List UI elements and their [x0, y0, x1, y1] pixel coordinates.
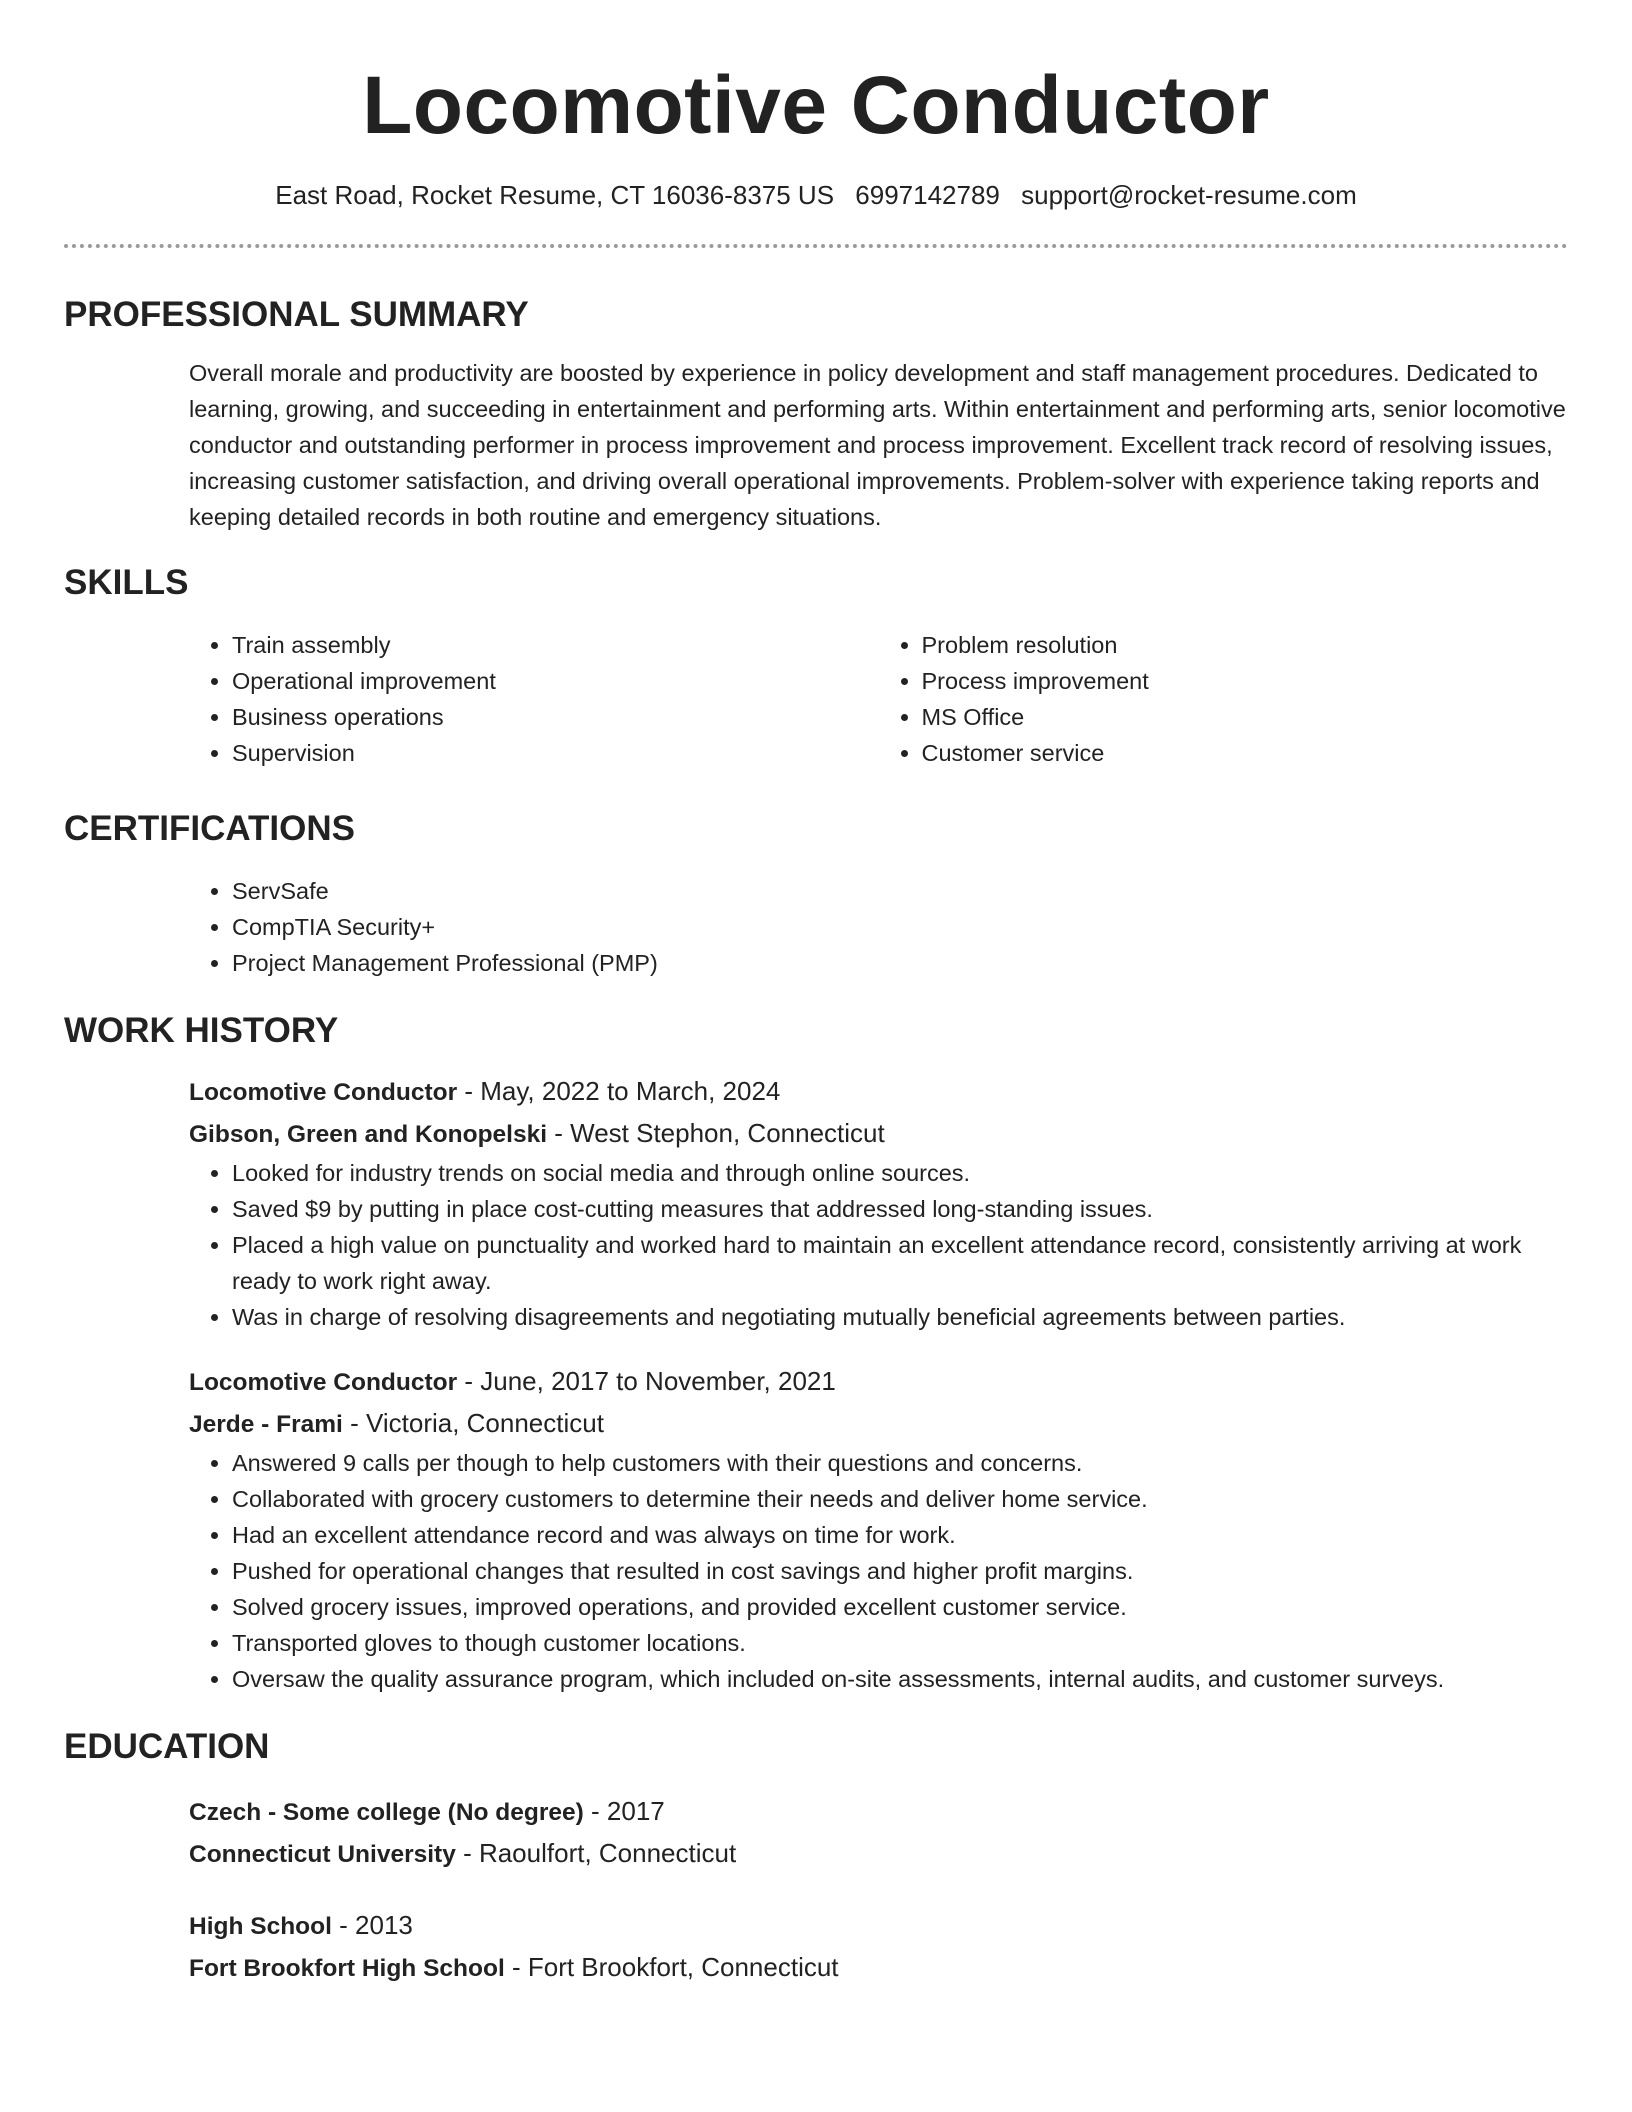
job-duty: • Solved grocery issues, improved operations, and provided excellent customer service. [232, 1589, 1568, 1625]
job-location: - West Stephon, Connecticut [547, 1118, 885, 1148]
summary-paragraph: Overall morale and productivity are boosted by experience in policy development and staff management procedures. Dedicated to learning, growing, and succeeding in entertainment and performing arts. Within entertainment and performing arts, senior locomotive conductor and outstanding performer in process improvement and process improvement. Excellent track record of resolving issues, increasing customer satisfaction, and driving overall operational improvements. Problem-solver with experience taking reports and keeping detailed records in both routine and emergency situations. [189, 360, 1566, 530]
job-duty: • Had an excellent attendance record and was always on time for work. [232, 1517, 1568, 1553]
education-year: - 2013 [331, 1910, 413, 1940]
job-duty: • Placed a high value on punctuality and worked hard to maintain an excellent attendance record, consistently arriving at work ready to work right away. [232, 1227, 1568, 1299]
job-role: Locomotive Conductor [189, 1369, 458, 1396]
work-history-heading: WORK HISTORY [64, 1011, 339, 1050]
job-dates: - June, 2017 to November, 2021 [457, 1366, 836, 1396]
job-duty: • Saved $9 by putting in place cost-cutting measures that addressed long-standing issues. [232, 1191, 1568, 1227]
education-entry [189, 1905, 1568, 1989]
job-duty: • Collaborated with grocery customers to determine their needs and deliver home service. [232, 1481, 1568, 1517]
education-degree-line [189, 1905, 1568, 1947]
education-school-line [189, 1833, 1568, 1875]
phone-text: 6997142789 [855, 180, 1000, 210]
address-text: East Road, Rocket Resume, CT 16036-8375 US [275, 180, 835, 210]
skill-item: • Train assembly [232, 627, 879, 663]
job-duty: • Looked for industry trends on social media and through online sources. [232, 1155, 1568, 1191]
job-duty: • Oversaw the quality assurance program, which included on-site assessments, internal audits, and customer surveys. [232, 1661, 1568, 1697]
skills-column-right [879, 627, 1569, 771]
education-location: - Raoulfort, Connecticut [455, 1838, 737, 1868]
job-entry [189, 1361, 1568, 1697]
certification-item: • Project Management Professional (PMP) [232, 945, 1568, 981]
job-entry [189, 1071, 1568, 1335]
header-divider [64, 244, 1568, 248]
skill-item: • Business operations [232, 699, 879, 735]
email-text: support@rocket-resume.com [1021, 180, 1357, 210]
skills-list [189, 627, 1568, 771]
skill-item: • Supervision [232, 735, 879, 771]
certification-item: • CompTIA Security+ [232, 909, 1568, 945]
job-duty: • Transported gloves to though customer locations. [232, 1625, 1568, 1661]
job-dates: - May, 2022 to March, 2024 [457, 1076, 781, 1106]
summary-heading: PROFESSIONAL SUMMARY [64, 295, 529, 334]
job-duty: • Pushed for operational changes that resulted in cost savings and higher profit margins. [232, 1553, 1568, 1589]
job-company-line [189, 1403, 1568, 1445]
education-degree: High School [189, 1913, 332, 1940]
skill-item: • Problem resolution [922, 627, 1569, 663]
education-school: Fort Brookfort High School [189, 1955, 505, 1982]
job-company: Jerde - Frami [189, 1411, 343, 1438]
job-role: Locomotive Conductor [189, 1079, 458, 1106]
job-company-line [189, 1113, 1568, 1155]
education-degree: Czech - Some college (No degree) [189, 1799, 584, 1826]
education-school: Connecticut University [189, 1841, 456, 1868]
job-title-line [189, 1071, 1568, 1113]
certifications-list [189, 873, 1568, 981]
skill-item: • Customer service [922, 735, 1569, 771]
job-title-line [189, 1361, 1568, 1403]
job-duties [189, 1445, 1568, 1697]
education-location: - Fort Brookfort, Connecticut [504, 1952, 839, 1982]
education-entry [189, 1791, 1568, 1875]
job-location: - Victoria, Connecticut [342, 1408, 604, 1438]
skills-heading: SKILLS [64, 563, 189, 602]
job-duty: • Was in charge of resolving disagreements and negotiating mutually beneficial agreements between parties. [232, 1299, 1568, 1335]
job-company: Gibson, Green and Konopelski [189, 1121, 548, 1148]
education-heading: EDUCATION [64, 1727, 270, 1766]
education-degree-line [189, 1791, 1568, 1833]
job-duties [189, 1155, 1568, 1335]
contact-line [64, 178, 1568, 212]
candidate-name: Locomotive Conductor [362, 60, 1270, 151]
education-year: - 2017 [583, 1796, 665, 1826]
job-duty: • Answered 9 calls per though to help customers with their questions and concerns. [232, 1445, 1568, 1481]
skills-column-left [189, 627, 879, 771]
education-school-line [189, 1947, 1568, 1989]
skill-item: • MS Office [922, 699, 1569, 735]
skill-item: • Process improvement [922, 663, 1569, 699]
certifications-heading: CERTIFICATIONS [64, 809, 356, 848]
certification-item: • ServSafe [232, 873, 1568, 909]
skill-item: • Operational improvement [232, 663, 879, 699]
resume-page [64, 0, 1568, 1989]
